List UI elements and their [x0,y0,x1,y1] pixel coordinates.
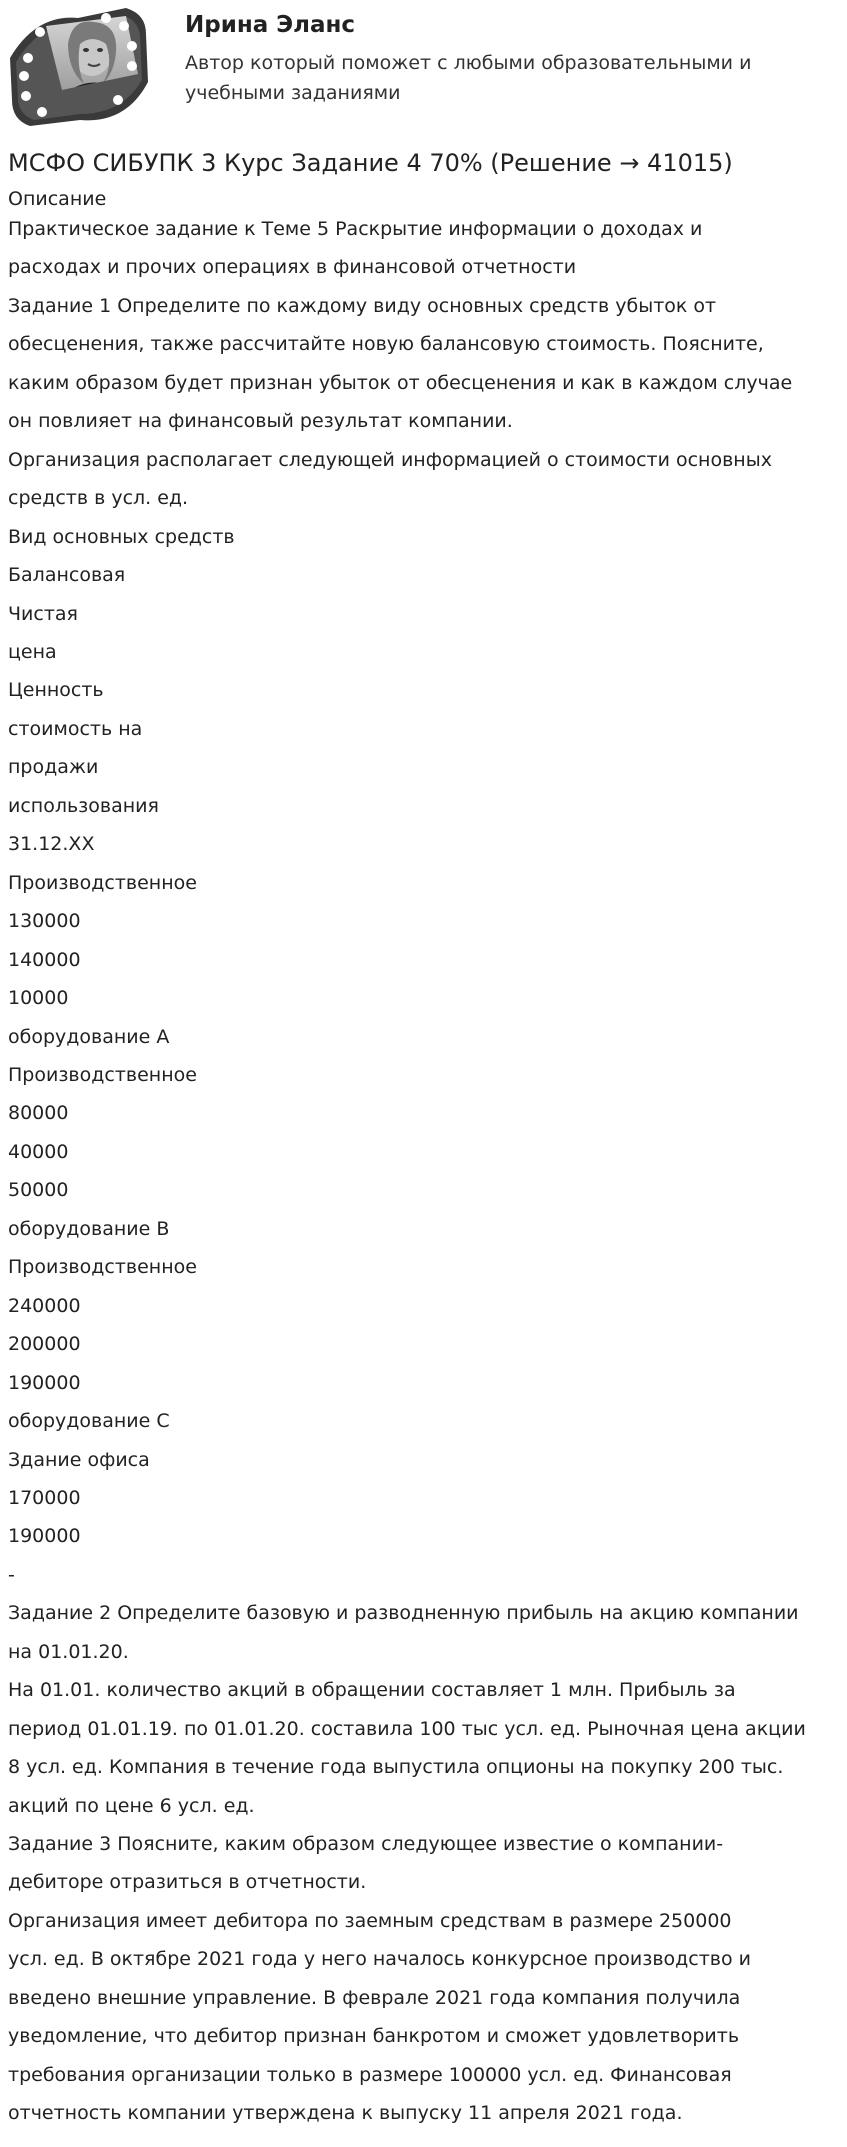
body-text-line: 140000 [8,948,81,971]
body-text-line: уведомление, что дебитор признан банкротом и сможет удовлетворить [8,2025,740,2048]
body-text-line: 190000 [8,1371,81,1394]
body-text-line: Производственное [8,1063,197,1086]
body-text-line: отчетность компании утверждена к выпуску 11 апреля 2021 года. [8,2102,683,2125]
body-text-line: 190000 [8,1525,81,1548]
author-description [185,48,805,108]
body-text-line: оборудование А [8,1025,170,1048]
body-text-line: на 01.01.20. [8,1640,129,1663]
body-text-line: 50000 [8,1179,69,1202]
author-description-line: учебными заданиями [185,82,401,104]
body-text-line: акций по цене 6 усл. ед. [8,1794,255,1817]
body-text-line: каким образом будет признан убыток от обесценения и как в каждом случае [8,371,793,394]
body-text-line: требования организации только в размере 100000 усл. ед. Финансовая [8,2063,732,2086]
body-text-line: цена [8,640,57,663]
body-text-line: Ценность [8,679,104,702]
body-text-line: расходах и прочих операциях в финансовой отчетности [8,256,577,279]
body-text-line: введено внешние управление. В феврале 2021 года компания получила [8,1986,741,2009]
body-text-line: Задание 1 Определите по каждому виду основных средств убыток от [8,294,717,317]
body-text-line: 240000 [8,1294,81,1317]
body-text-line: 200000 [8,1333,81,1356]
body-text-line: Балансовая [8,564,126,587]
body-text-line: - [8,1563,15,1586]
body-text-line: 40000 [8,1140,69,1163]
body-text-line: Чистая [8,602,78,625]
author-avatar[interactable] [6,4,152,130]
description-heading: Описание [8,188,107,210]
body-text-line: продажи [8,756,99,779]
body-text-line: использования [8,794,159,817]
body-text-line: оборудование С [8,1410,170,1433]
body-text-line: дебиторе отразиться в отчетности. [8,1871,367,1894]
author-name[interactable]: Ирина Эланс [185,12,356,38]
body-text-line: Практическое задание к Теме 5 Раскрытие информации о доходах и [8,218,703,240]
body-text-line: Здание офиса [8,1448,150,1471]
author-description-line: Автор который поможет с любыми образовательными и [185,52,752,74]
body-text-line: На 01.01. количество акций в обращении составляет 1 млн. Прибыль за [8,1679,736,1702]
body-text-line: стоимость на [8,717,143,740]
body-text-line: Производственное [8,871,197,894]
body-text-line: 130000 [8,910,81,933]
body-text-line: Задание 3 Поясните, каким образом следующее известие о компании- [8,1833,724,1856]
body-text-line: 170000 [8,1486,81,1509]
body-text-line: обесценения, также рассчитайте новую балансовую стоимость. Поясните, [8,333,764,356]
body-text-line: 80000 [8,1102,69,1125]
body-text-line: Организация располагает следующей информацией о стоимости основных [8,448,772,471]
body-text-line: 8 усл. ед. Компания в течение года выпустила опционы на покупку 200 тыс. [8,1756,784,1779]
body-text-line: Задание 2 Определите базовую и разводненную прибыль на акцию компании [8,1602,799,1625]
body-text-line: Производственное [8,1256,197,1279]
body-text-line: период 01.01.19. по 01.01.20. составила 100 тыс усл. ед. Рыночная цена акции [8,1717,806,1740]
body-text-line: средств в усл. ед. [8,487,189,510]
film-strip-avatar-image [6,4,152,130]
body-text-line: Организация имеет дебитора по заемным средствам в размере 250000 [8,1909,732,1932]
document-title: МСФО СИБУПК 3 Курс Задание 4 70% (Решение → 41015) [8,149,733,177]
body-text-line: 10000 [8,987,69,1010]
body-text-line: усл. ед. В октябре 2021 года у него началось конкурсное производство и [8,1948,752,1971]
body-text-line: Вид основных средств [8,525,235,548]
body-text-line: оборудование В [8,1217,170,1240]
author-header [0,0,847,140]
document-body [8,210,828,2133]
body-text-line: он повлияет на финансовый результат компании. [8,410,513,433]
body-text-line: 31.12.XX [8,833,95,856]
